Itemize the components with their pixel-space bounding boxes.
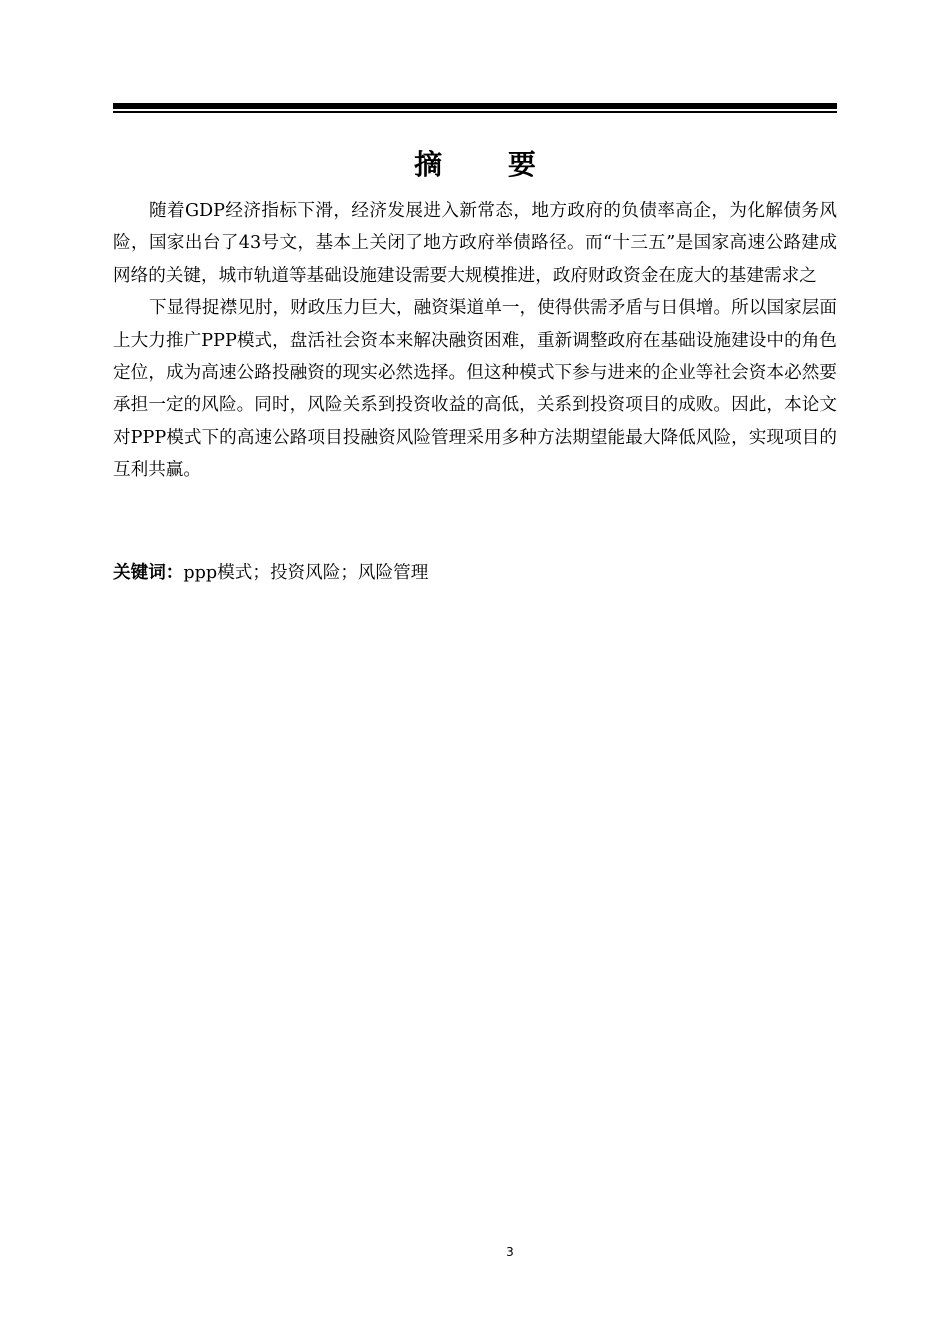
keywords-label: 关键词：: [113, 563, 184, 583]
abstract-paragraph-2: 下显得捉襟见肘，财政压力巨大，融资渠道单一，使得供需矛盾与日俱增。所以国家层面上大力推广PPP模式，盘活社会资本来解决融资困难，重新调整政府在基础设施建设中的角色定位，成为高速公路投融资的现实必然选择。但这种模式下参与进来的企业等社会资本必然要承担一定的风险。同时，风险关系到投资收益的高低，关系到投资项目的成败。因此，本论文对PPP模式下的高速公路项目投融资风险管理采用多种方法期望能最大降低风险，实现项目的互利共赢。: [113, 298, 837, 481]
abstract-paragraph-1: 随着GDP经济指标下滑，经济发展进入新常态，地方政府的负债率高企，为化解债务风险，国家出台了43号文，基本上关闭了地方政府举债路径。而“十三五”是国家高速公路建成网络的关键，城市轨道等基础设施建设需要大规模推进，政府财政资金在庞大的基建需求之: [113, 201, 837, 286]
keywords-line: [113, 561, 837, 585]
page-number: 3: [506, 1245, 514, 1259]
abstract-body: [113, 195, 837, 487]
header-rule-thick: [113, 103, 837, 109]
abstract-title: 摘 要: [414, 148, 564, 181]
header-rule-thin: [113, 111, 837, 113]
keywords-text: ppp模式；投资风险；风险管理: [183, 563, 429, 583]
